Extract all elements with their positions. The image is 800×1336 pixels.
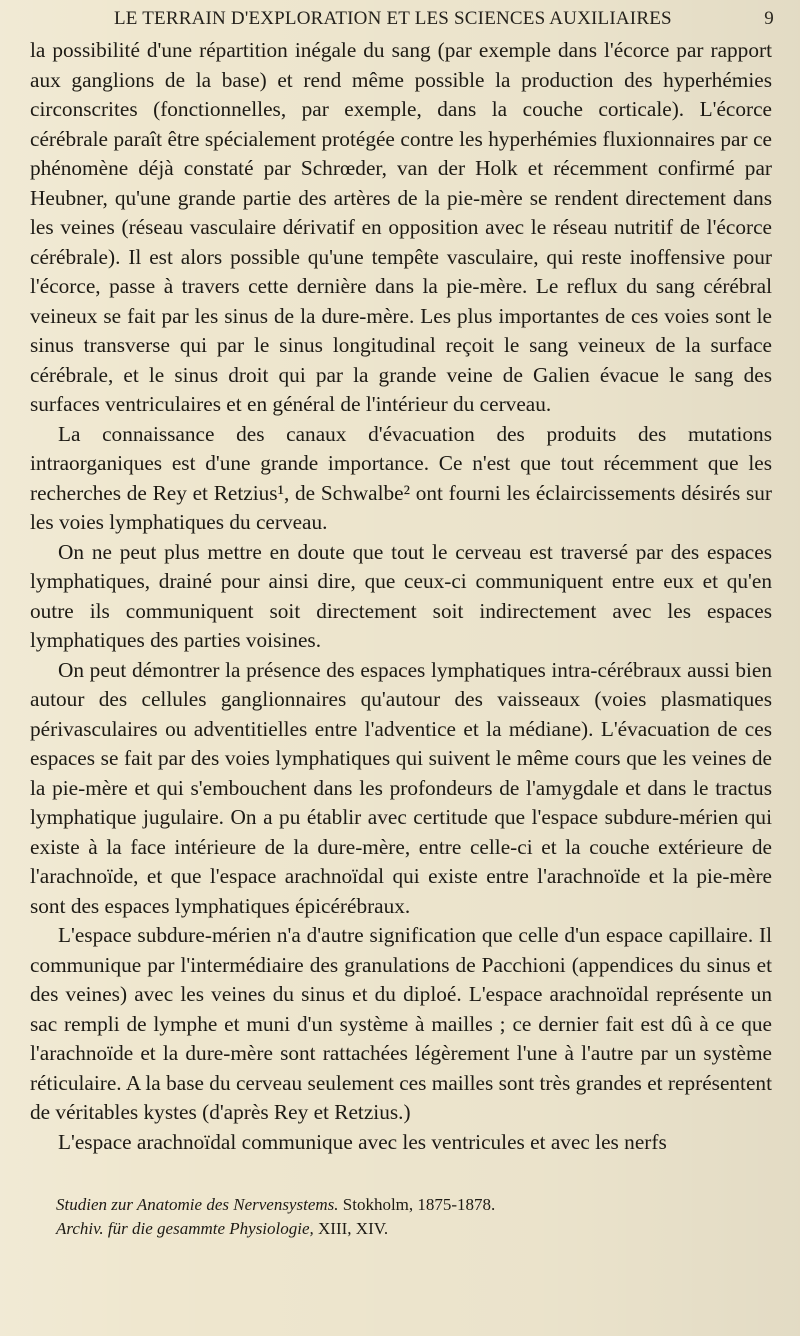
main-text xyxy=(30,36,772,1157)
footnote-1-details: Stokholm, 1875-1878. xyxy=(338,1195,496,1214)
paragraph-2: La connaissance des canaux d'évacuation des produits des mutations intraorganiques est d'une grande importance. Ce n'est que tout récemment que les recherches de Rey et Retzius¹, de Schwalbe² ont fourni les éclaircissements désirés sur les voies lymphatiques du cerveau. xyxy=(30,421,772,534)
paragraph-4: On peut démontrer la présence des espaces lymphatiques intra-cérébraux aussi bien autour des cellules ganglionnaires qu'autour des vaisseaux (voies plasmatiques périvasculaires ou adventitielles entre l'adventice et la médiane). L'évacuation de ces espaces se fait par des voies lymphatiques qui suivent le même cours que les veines de la pie-mère et qui s'embouchent dans les profondeurs de l'amygdale et dans le tractus lymphatique jugulaire. On a pu établir avec certitude que l'espace subdure-mérien qui existe à la face intérieure de la dure-mère, entre celle-ci et la couche extérieure de l'arachnoïde, et que l'espace arachnoïdal qui existe entre l'arachnoïde et la pie-mère sont des espaces lymphatiques épicérébraux. xyxy=(30,657,772,918)
footnote-1 xyxy=(56,1193,772,1217)
page-header xyxy=(0,4,800,36)
paragraph-6: L'espace arachnoïdal communique avec les ventricules et avec les nerfs xyxy=(58,1129,667,1154)
footnote-2-details: XIII, XIV. xyxy=(313,1219,389,1238)
paragraph-1: la possibilité d'une répartition inégale du sang (par exemple dans l'écorce par rapport aux ganglions de la base) et rend même possible la production des hyperhémies circonscrites (fonctionnelles, par exemple, dans la couche corticale). L'écorce cérébrale paraît être spécialement protégée contre les hyperhémies fluxionnaires par ce phénomène déjà constaté par Schrœder, van der Holk et récemment confirmé par Heubner, qu'une grande partie des artères de la pie-mère se rendent directement dans les veines (réseau vasculaire dérivatif en opposition avec le réseau nutritif de l'écorce cérébrale). Il est alors possible qu'une tempête vasculaire, qui reste inoffensive pour l'écorce, passe à travers cette dernière dans la pie-mère. Le reflux du sang cérébral veineux se fait par les sinus de la dure-mère. Les plus importantes de ces voies sont le sinus transverse qui par le sinus longitudinal reçoit le sang veineux de la surface cérébrale, et le sinus droit qui par la grande veine de Galien évacue le sang des surfaces ventriculaires et en général de l'intérieur du cerveau. xyxy=(30,38,772,416)
page-number: 9 xyxy=(764,8,774,29)
running-head: LE TERRAIN D'EXPLORATION ET LES SCIENCES AUXILIAIRES xyxy=(114,8,672,29)
footnote-2-title: Archiv. für die gesammte Physiologie, xyxy=(56,1219,314,1238)
footnotes xyxy=(56,1193,772,1241)
paragraph-3: On ne peut plus mettre en doute que tout le cerveau est traversé par des espaces lymphatiques, drainé pour ainsi dire, que ceux-ci communiquent entre eux et qu'en outre ils communiquent soit directement soit indirectement avec les espaces lymphatiques des parties voisines. xyxy=(30,539,772,652)
paragraph-5: L'espace subdure-mérien n'a d'autre signification que celle d'un espace capillaire. Il communique par l'intermédiaire des granulations de Pacchioni (appendices du sinus et des veines) avec les veines du sinus et du diploé. L'espace arachnoïdal représente un sac rempli de lymphe et muni d'un système à mailles ; ce dernier fait est dû à ce que l'arachnoïde et la dure-mère sont rattachées légèrement l'une à l'autre par un système réticulaire. A la base du cerveau seulement ces mailles sont très grandes et représentent de véritables kystes (d'après Rey et Retzius.) xyxy=(30,923,772,1124)
footnote-2 xyxy=(56,1217,772,1241)
footnote-1-title: Studien zur Anatomie des Nervensystems. xyxy=(56,1195,339,1214)
